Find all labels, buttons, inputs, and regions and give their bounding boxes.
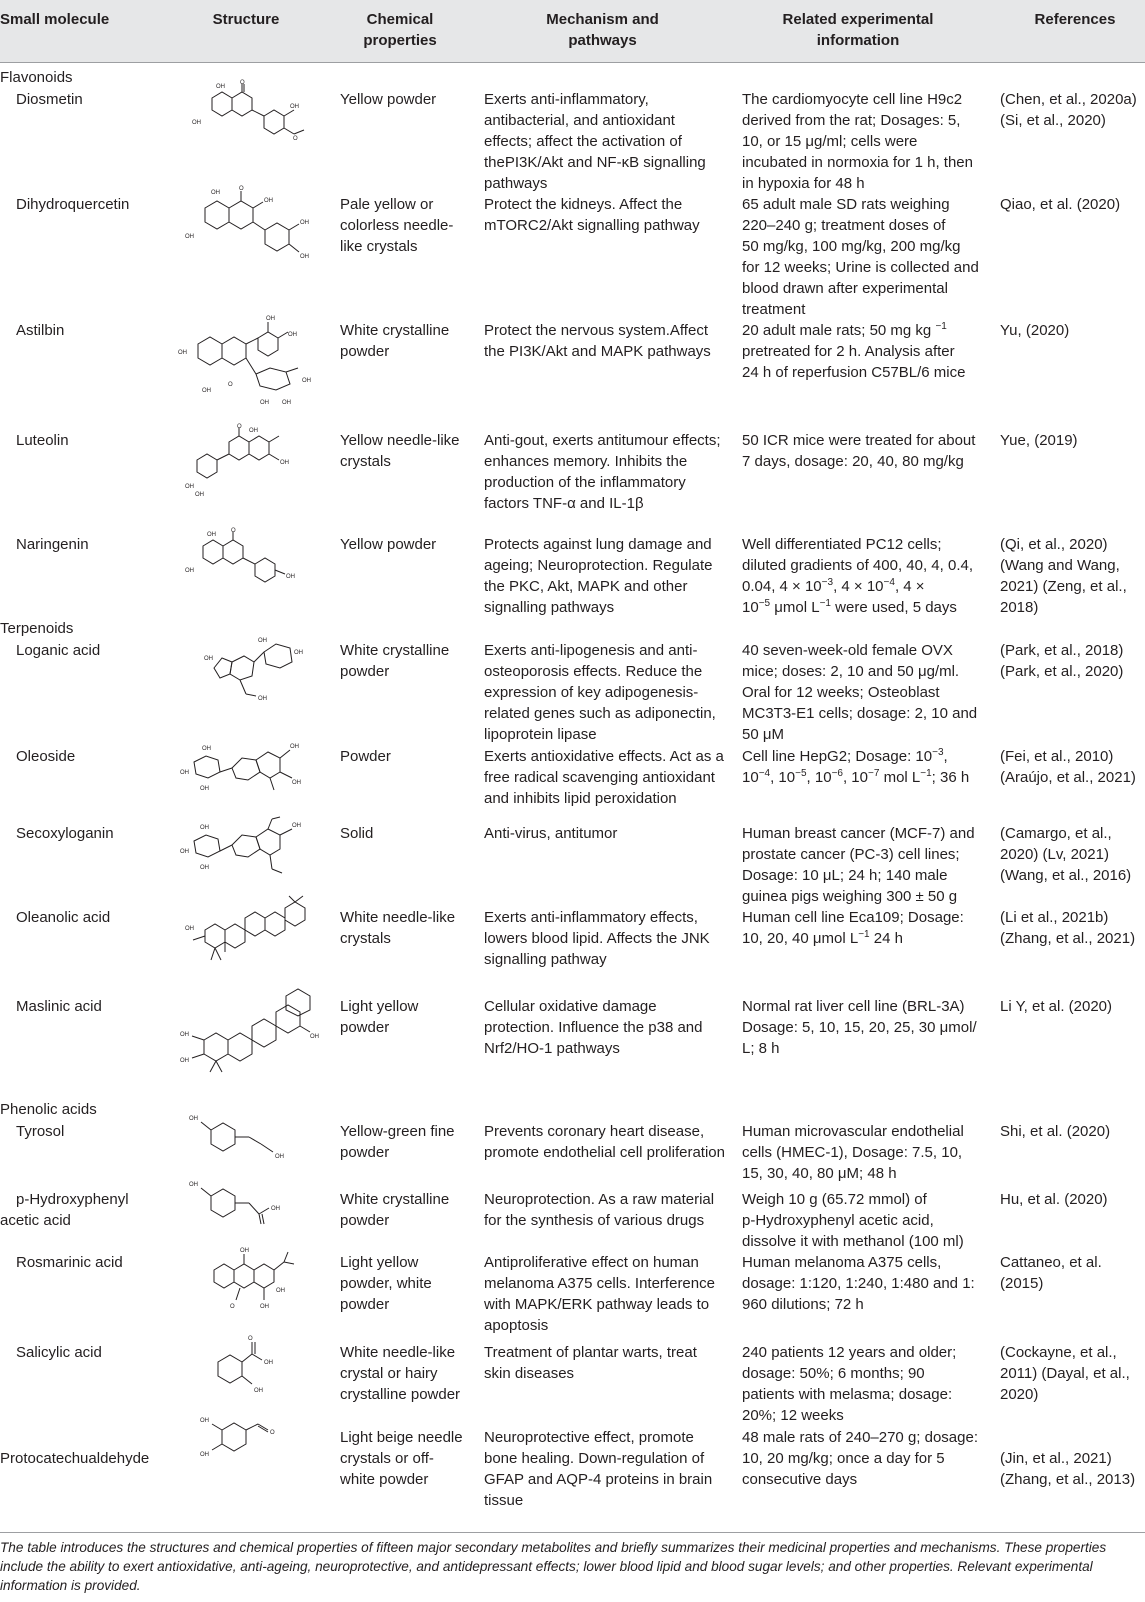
molecule-name: Astilbin <box>16 322 65 339</box>
mechanism: Exerts antioxidative effects. Act as a free radical scavenging antioxidant and inhibits lipid peroxidation <box>484 748 724 807</box>
experimental-info: Human cell line Eca109; Dosage: 10, 20, 40 μmol $L^{-1}$ 24 h <box>742 909 964 947</box>
svg-text:O: O <box>239 186 244 192</box>
mechanism: Anti-virus, antitumor <box>484 825 618 842</box>
category-phenolic-acids: Phenolic acids <box>0 1101 97 1118</box>
svg-text:OH: OH <box>185 234 194 240</box>
references: (Cockayne, et al., 2011) (Dayal, et al., 2020) <box>1000 1344 1130 1403</box>
experimental-info: Cell line HepG2; Dosage: $10^{-3}$, $10^{-4}$, $10^{-5}$, $10^{-6}$, $10^{-7}$ mol $L^{-1}$; 36 h <box>742 747 970 786</box>
svg-text:OH: OH <box>189 1116 198 1122</box>
references: (Camargo, et al., 2020) (Lv, 2021) (Wang, et al., 2016) <box>1000 825 1132 884</box>
chemical-properties: White needle-like crystals <box>340 909 456 947</box>
svg-text:OH: OH <box>185 926 194 932</box>
svg-text:O: O <box>248 1336 253 1342</box>
chemical-properties: Yellow powder <box>340 91 437 108</box>
references: Shi, et al. (2020) <box>1000 1123 1111 1140</box>
svg-text:OH: OH <box>192 120 201 126</box>
svg-text:O: O <box>230 1304 235 1310</box>
references: (Chen, et al., 2020a) (Si, et al., 2020) <box>1000 91 1137 129</box>
loganic-acid-structure-icon <box>200 630 310 710</box>
experimental-info: 50 ICR mice were treated for about 7 days, dosage: 20, 40, 80 mg/kg <box>742 432 976 470</box>
molecule-name: Oleoside <box>16 748 76 765</box>
mechanism: Exerts anti-inflammatory effects, lowers blood lipid. Affects the JNK signalling pathway <box>484 909 710 968</box>
svg-text:OH: OH <box>249 428 258 434</box>
chemical-properties: Light yellow powder, white powder <box>340 1254 432 1313</box>
molecule-name: Luteolin <box>16 432 69 449</box>
svg-text:OH: OH <box>254 1388 263 1394</box>
svg-text:OH: OH <box>202 388 211 394</box>
references: Hu, et al. (2020) <box>1000 1191 1108 1208</box>
header-small-molecule: Small molecule <box>0 11 110 28</box>
svg-text:OH: OH <box>266 316 275 322</box>
svg-text:OH: OH <box>288 332 297 338</box>
experimental-info: 240 patients 12 years and older; dosage: 50%; 6 months; 90 patients with melasma; dosage: 20%; 12 weeks <box>742 1344 957 1424</box>
maslinic-acid-structure-icon <box>180 988 325 1083</box>
svg-text:OH: OH <box>294 650 303 656</box>
experimental-info: Well differentiated PC12 cells; diluted gradients of 400, 40, 4, 0.4, 0.04, $4 \times 10^{-3}$, $4 \times 10^{-4}$, 4 × $10^{-5}$ μmol $L^{-1}$ were used, 5 days <box>742 536 973 616</box>
header-structure: Structure <box>212 11 280 28</box>
molecule-name: Salicylic acid <box>16 1344 102 1361</box>
molecule-name: Protocatechualdehyde <box>0 1450 150 1467</box>
mechanism: Antiproliferative effect on human melanoma A375 cells. Interference with MAPK/ERK pathway leads to apoptosis <box>484 1254 715 1334</box>
chemical-properties: White needle-like crystal or hairy crystalline powder <box>340 1344 461 1403</box>
header-chemical-properties: Chemical properties <box>363 11 437 49</box>
svg-text:O: O <box>228 382 233 388</box>
naringenin-structure-icon <box>185 528 320 593</box>
category-flavonoids: Flavonoids <box>0 69 73 86</box>
references: (Jin, et al., 2021) (Zhang, et al., 2013) <box>1000 1450 1136 1488</box>
svg-text:O: O <box>231 528 236 534</box>
svg-text:OH: OH <box>300 254 309 260</box>
svg-text:OH: OH <box>200 1452 209 1458</box>
experimental-info: 20 adult male rats; 50 mg kg $^{-1}$ pretreated for 2 h. Analysis after 24 h of reperfusion C57BL/6 mice <box>742 321 966 381</box>
molecule-name: Tyrosol <box>16 1123 65 1140</box>
svg-text:OH: OH <box>200 1418 209 1424</box>
svg-text:OH: OH <box>258 696 267 702</box>
header-references: References <box>1034 11 1116 28</box>
mechanism: Exerts anti-inflammatory, antibacterial, and antioxidant effects; affect the activation of thePI3K/Akt and NF-κB signalling pathways <box>484 91 706 192</box>
mechanism: Protect the nervous system.Affect the PI3K/Akt and MAPK pathways <box>484 322 711 360</box>
experimental-info: Human microvascular endothelial cells (HMEC-1), Dosage: 7.5, 10, 15, 30, 40, 80 μM; 48 h <box>742 1123 964 1182</box>
molecule-name: p-Hydroxyphenyl acetic acid <box>0 1191 129 1229</box>
experimental-info: 65 adult male SD rats weighing 220–240 g; treatment doses of 50 mg/kg, 100 mg/kg, 200 mg/kg for 12 weeks; Urine is collected and blood drawn after experimental treatment <box>742 196 979 318</box>
svg-text:OH: OH <box>178 350 187 356</box>
svg-text:O: O <box>237 424 242 430</box>
svg-text:OH: OH <box>200 786 209 792</box>
mechanism: Exerts anti-lipogenesis and anti- osteoporosis effects. Reduce the expression of key adipogenesis- related genes such as adiponectin, lipoprotein lipase <box>484 642 716 743</box>
molecule-name: Rosmarinic acid <box>16 1254 123 1271</box>
svg-text:OH: OH <box>292 823 301 829</box>
chemical-properties: White crystalline powder <box>340 322 450 360</box>
experimental-info: 48 male rats of 240–270 g; dosage: 10, 20 mg/kg; once a day for 5 consecutive days <box>742 1429 979 1488</box>
svg-text:OH: OH <box>211 190 220 196</box>
svg-text:OH: OH <box>195 492 204 498</box>
references: (Park, et al., 2018) (Park, et al., 2020) <box>1000 642 1124 680</box>
svg-text:OH: OH <box>180 770 189 776</box>
svg-text:OH: OH <box>180 849 189 855</box>
svg-text:OH: OH <box>189 1182 198 1188</box>
chemical-properties: Light yellow powder <box>340 998 419 1036</box>
molecule-name: Loganic acid <box>16 642 101 659</box>
astilbin-structure-icon <box>178 312 328 412</box>
svg-text:OH: OH <box>276 1288 285 1294</box>
luteolin-structure-icon <box>185 424 315 504</box>
salicylic-acid-structure-icon <box>200 1334 310 1409</box>
molecule-name: Secoxyloganin <box>16 825 114 842</box>
rosmarinic-acid-structure-icon <box>200 1244 310 1321</box>
references: (Li et al., 2021b) (Zhang, et al., 2021) <box>1000 909 1136 947</box>
molecule-name: Naringenin <box>16 536 89 553</box>
svg-text:OH: OH <box>200 865 209 871</box>
references: (Fei, et al., 2010) (Araújo, et al., 2021) <box>1000 748 1136 786</box>
svg-text:OH: OH <box>290 744 299 750</box>
svg-text:OH: OH <box>200 825 209 831</box>
svg-text:OH: OH <box>240 1248 249 1254</box>
experimental-info: Human melanoma A375 cells, dosage: 1:120, 1:240, 1:480 and 1: 960 dilutions; 72 h <box>742 1254 975 1313</box>
molecule-name: Maslinic acid <box>16 998 102 1015</box>
experimental-info: The cardiomyocyte cell line H9c2 derived from the rat; Dosages: 5, 10, or 15 μg/ml; cells were incubated in normoxia for 1 h, then in hypoxia for 48 h <box>742 91 973 192</box>
mechanism: Protect the kidneys. Affect the mTORC2/Akt signalling pathway <box>484 196 700 234</box>
svg-text:O: O <box>270 1430 275 1436</box>
mechanism: Protects against lung damage and ageing; Neuroprotection. Regulate the PKC, Akt, MAPK and other signalling pathways <box>484 536 713 616</box>
references: Yu, (2020) <box>1000 322 1070 339</box>
oleoside-structure-icon <box>180 738 320 803</box>
svg-text:OH: OH <box>207 532 216 538</box>
chemical-properties: Light beige needle crystals or off- white powder <box>340 1429 463 1488</box>
protocatechualdehyde-structure-icon <box>196 1416 311 1476</box>
references: Qiao, et al. (2020) <box>1000 196 1121 213</box>
chemical-properties: Pale yellow or colorless needle- like crystals <box>340 196 454 255</box>
mechanism: Treatment of plantar warts, treat skin diseases <box>484 1344 697 1382</box>
svg-text:OH: OH <box>185 484 194 490</box>
molecule-name: Oleanolic acid <box>16 909 111 926</box>
chemical-properties: Solid <box>340 825 374 842</box>
svg-text:OH: OH <box>202 746 211 752</box>
svg-text:OH: OH <box>286 574 295 580</box>
svg-text:OH: OH <box>292 780 301 786</box>
diosmetin-structure-icon <box>190 80 325 145</box>
chemical-properties: White crystalline powder <box>340 1191 450 1229</box>
svg-text:OH: OH <box>258 638 267 644</box>
chemical-properties: White crystalline powder <box>340 642 450 680</box>
svg-text:OH: OH <box>185 568 194 574</box>
svg-text:OH: OH <box>302 378 311 384</box>
category-terpenoids: Terpenoids <box>0 620 74 637</box>
mechanism: Neuroprotection. As a raw material for the synthesis of various drugs <box>484 1191 715 1229</box>
references: (Qi, et al., 2020) (Wang and Wang, 2021) (Zeng, et al., 2018) <box>1000 536 1127 616</box>
svg-text:OH: OH <box>280 460 289 466</box>
svg-text:OH: OH <box>216 84 225 90</box>
svg-text:OH: OH <box>204 656 213 662</box>
chemical-properties: Powder <box>340 748 391 765</box>
mechanism: Prevents coronary heart disease, promote endothelial cell proliferation <box>484 1123 725 1161</box>
experimental-info: Normal rat liver cell line (BRL-3A) Dosage: 5, 10, 15, 20, 25, 30 μmol/ L; 8 h <box>742 998 977 1057</box>
header-mechanism: Mechanism and pathways <box>546 11 659 49</box>
experimental-info: Weigh 10 g (65.72 mmol) of p-Hydroxyphenyl acetic acid, dissolve it with methanol (100 ml) <box>742 1191 964 1250</box>
table-bottom-divider <box>0 1532 1145 1533</box>
tyrosol-structure-icon <box>185 1112 320 1172</box>
dihydroquercetin-structure-icon <box>185 186 325 271</box>
references: Yue, (2019) <box>1000 432 1078 449</box>
svg-text:O: O <box>293 136 298 142</box>
svg-text:OH: OH <box>180 1032 189 1038</box>
references: Li Y, et al. (2020) <box>1000 998 1113 1015</box>
table-header <box>0 0 1145 63</box>
svg-text:OH: OH <box>310 1034 319 1040</box>
experimental-info: Human breast cancer (MCF-7) and prostate cancer (PC-3) cell lines; Dosage: 10 μL; 24 h; 140 male guinea pigs weighing 300 ± 50 g <box>742 825 975 905</box>
svg-text:OH: OH <box>275 1154 284 1160</box>
chemical-properties: Yellow needle-like crystals <box>340 432 460 470</box>
svg-text:OH: OH <box>180 1058 189 1064</box>
svg-text:OH: OH <box>264 198 273 204</box>
table-footnote: The table introduces the structures and chemical properties of fifteen major secondary metabolites and briefly summarizes their medicinal properties and mechanisms. These properties include the ability to exert antioxidative, anti-ageing, neuroprotective, and antidepressant effects; lower blood lipid and blood sugar levels; and other properties. Relevant experimental information is provided. <box>0 1540 1107 1593</box>
svg-text:O: O <box>240 80 245 86</box>
molecule-name: Diosmetin <box>16 91 83 108</box>
svg-text:OH: OH <box>282 400 291 406</box>
mechanism: Neuroprotective effect, promote bone healing. Down-regulation of GFAP and AQP-4 proteins in brain tissue <box>484 1429 713 1509</box>
svg-text:OH: OH <box>271 1206 280 1212</box>
svg-text:OH: OH <box>260 1304 269 1310</box>
experimental-info: 40 seven-week-old female OVX mice; doses: 2, 10 and 50 μg/ml. Oral for 12 weeks; Osteoblast MC3T3-E1 cells; dosage: 2, 10 and 50 μM <box>742 642 978 743</box>
svg-text:OH: OH <box>300 220 309 226</box>
mechanism: Cellular oxidative damage protection. Influence the p38 and Nrf2/HO-1 pathways <box>484 998 703 1057</box>
mechanism: Anti-gout, exerts antitumour effects; enhances memory. Inhibits the production of the inflammatory factors TNF-α and IL-1β <box>484 432 721 512</box>
secoxyloganin-structure-icon <box>180 815 320 882</box>
p-hydroxyphenylacetic-acid-structure-icon <box>185 1180 320 1235</box>
header-experimental: Related experimental information <box>782 11 934 49</box>
chemical-properties: Yellow-green fine powder <box>340 1123 455 1161</box>
svg-text:OH: OH <box>260 400 269 406</box>
oleanolic-acid-structure-icon <box>185 900 320 973</box>
references: Cattaneo, et al. (2015) <box>1000 1254 1102 1292</box>
molecule-name: Dihydroquercetin <box>16 196 130 213</box>
chemical-properties: Yellow powder <box>340 536 437 553</box>
svg-text:OH: OH <box>290 104 299 110</box>
svg-text:OH: OH <box>264 1360 273 1366</box>
header-divider <box>0 62 1145 63</box>
